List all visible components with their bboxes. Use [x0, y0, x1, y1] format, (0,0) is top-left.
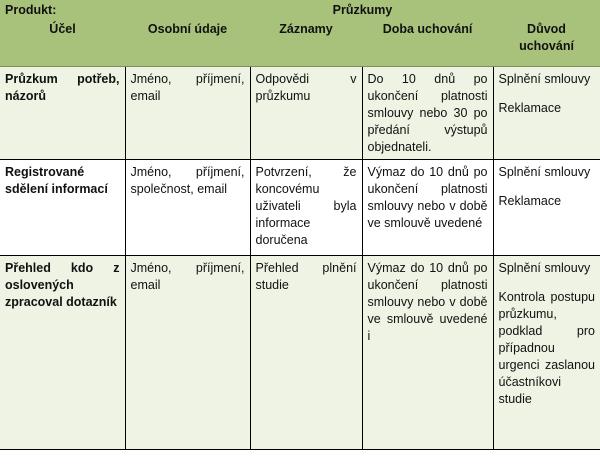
table-row — [0, 160, 600, 256]
cell-reason — [493, 160, 600, 256]
cell-records: Přehled plnění studie — [250, 256, 362, 450]
cell-reason — [493, 67, 600, 160]
product-label: Produkt: — [0, 0, 125, 19]
reason-item: Splnění smlouvy — [498, 72, 591, 86]
cell-purpose: Průzkum potřeb, názorů — [0, 67, 125, 160]
table-row — [0, 256, 600, 450]
table-row — [0, 67, 600, 160]
cell-personal-data: Jméno, příjmení, email — [125, 67, 250, 160]
cell-reason — [493, 256, 600, 450]
cell-records: Potvrzení, že koncovému uživateli byla informace doručena — [250, 160, 362, 256]
column-header-records: Záznamy — [250, 19, 362, 67]
cell-purpose: Přehled kdo z oslovených zpracoval dotazník — [0, 256, 125, 450]
table-title-row — [0, 0, 600, 19]
cell-retention: Výmaz do 10 dnů po ukončení platnosti smlouvy nebo v době ve smlouvě uvedené i — [362, 256, 493, 450]
column-header-reason: Důvod uchování — [493, 19, 600, 67]
section-title: Průzkumy — [125, 0, 600, 19]
column-header-retention: Doba uchování — [362, 19, 493, 67]
cell-retention: Do 10 dnů po ukončení platnosti smlouvy nebo 30 po předání výstupů objednateli. — [362, 67, 493, 160]
reason-item: Splnění smlouvy — [498, 261, 591, 275]
column-header-purpose: Účel — [0, 19, 125, 67]
cell-purpose: Registrované sdělení informací — [0, 160, 125, 256]
cell-records: Odpovědi v průzkumu — [250, 67, 362, 160]
cell-personal-data: Jméno, příjmení, email — [125, 256, 250, 450]
reason-item: Splnění smlouvy — [498, 165, 591, 179]
reason-item: Reklamace — [498, 194, 562, 208]
column-header-row — [0, 19, 600, 67]
cell-personal-data: Jméno, příjmení, společnost, email — [125, 160, 250, 256]
column-header-personal-data: Osobní údaje — [125, 19, 250, 67]
cell-retention: Výmaz do 10 dnů po ukončení platnosti smlouvy nebo v době ve smlouvě uvedené — [362, 160, 493, 256]
reason-item: Reklamace — [498, 101, 562, 115]
reason-item: Kontrola postupu průzkumu, podklad pro případnou urgenci zaslanou účastníkovi studie — [498, 290, 595, 406]
